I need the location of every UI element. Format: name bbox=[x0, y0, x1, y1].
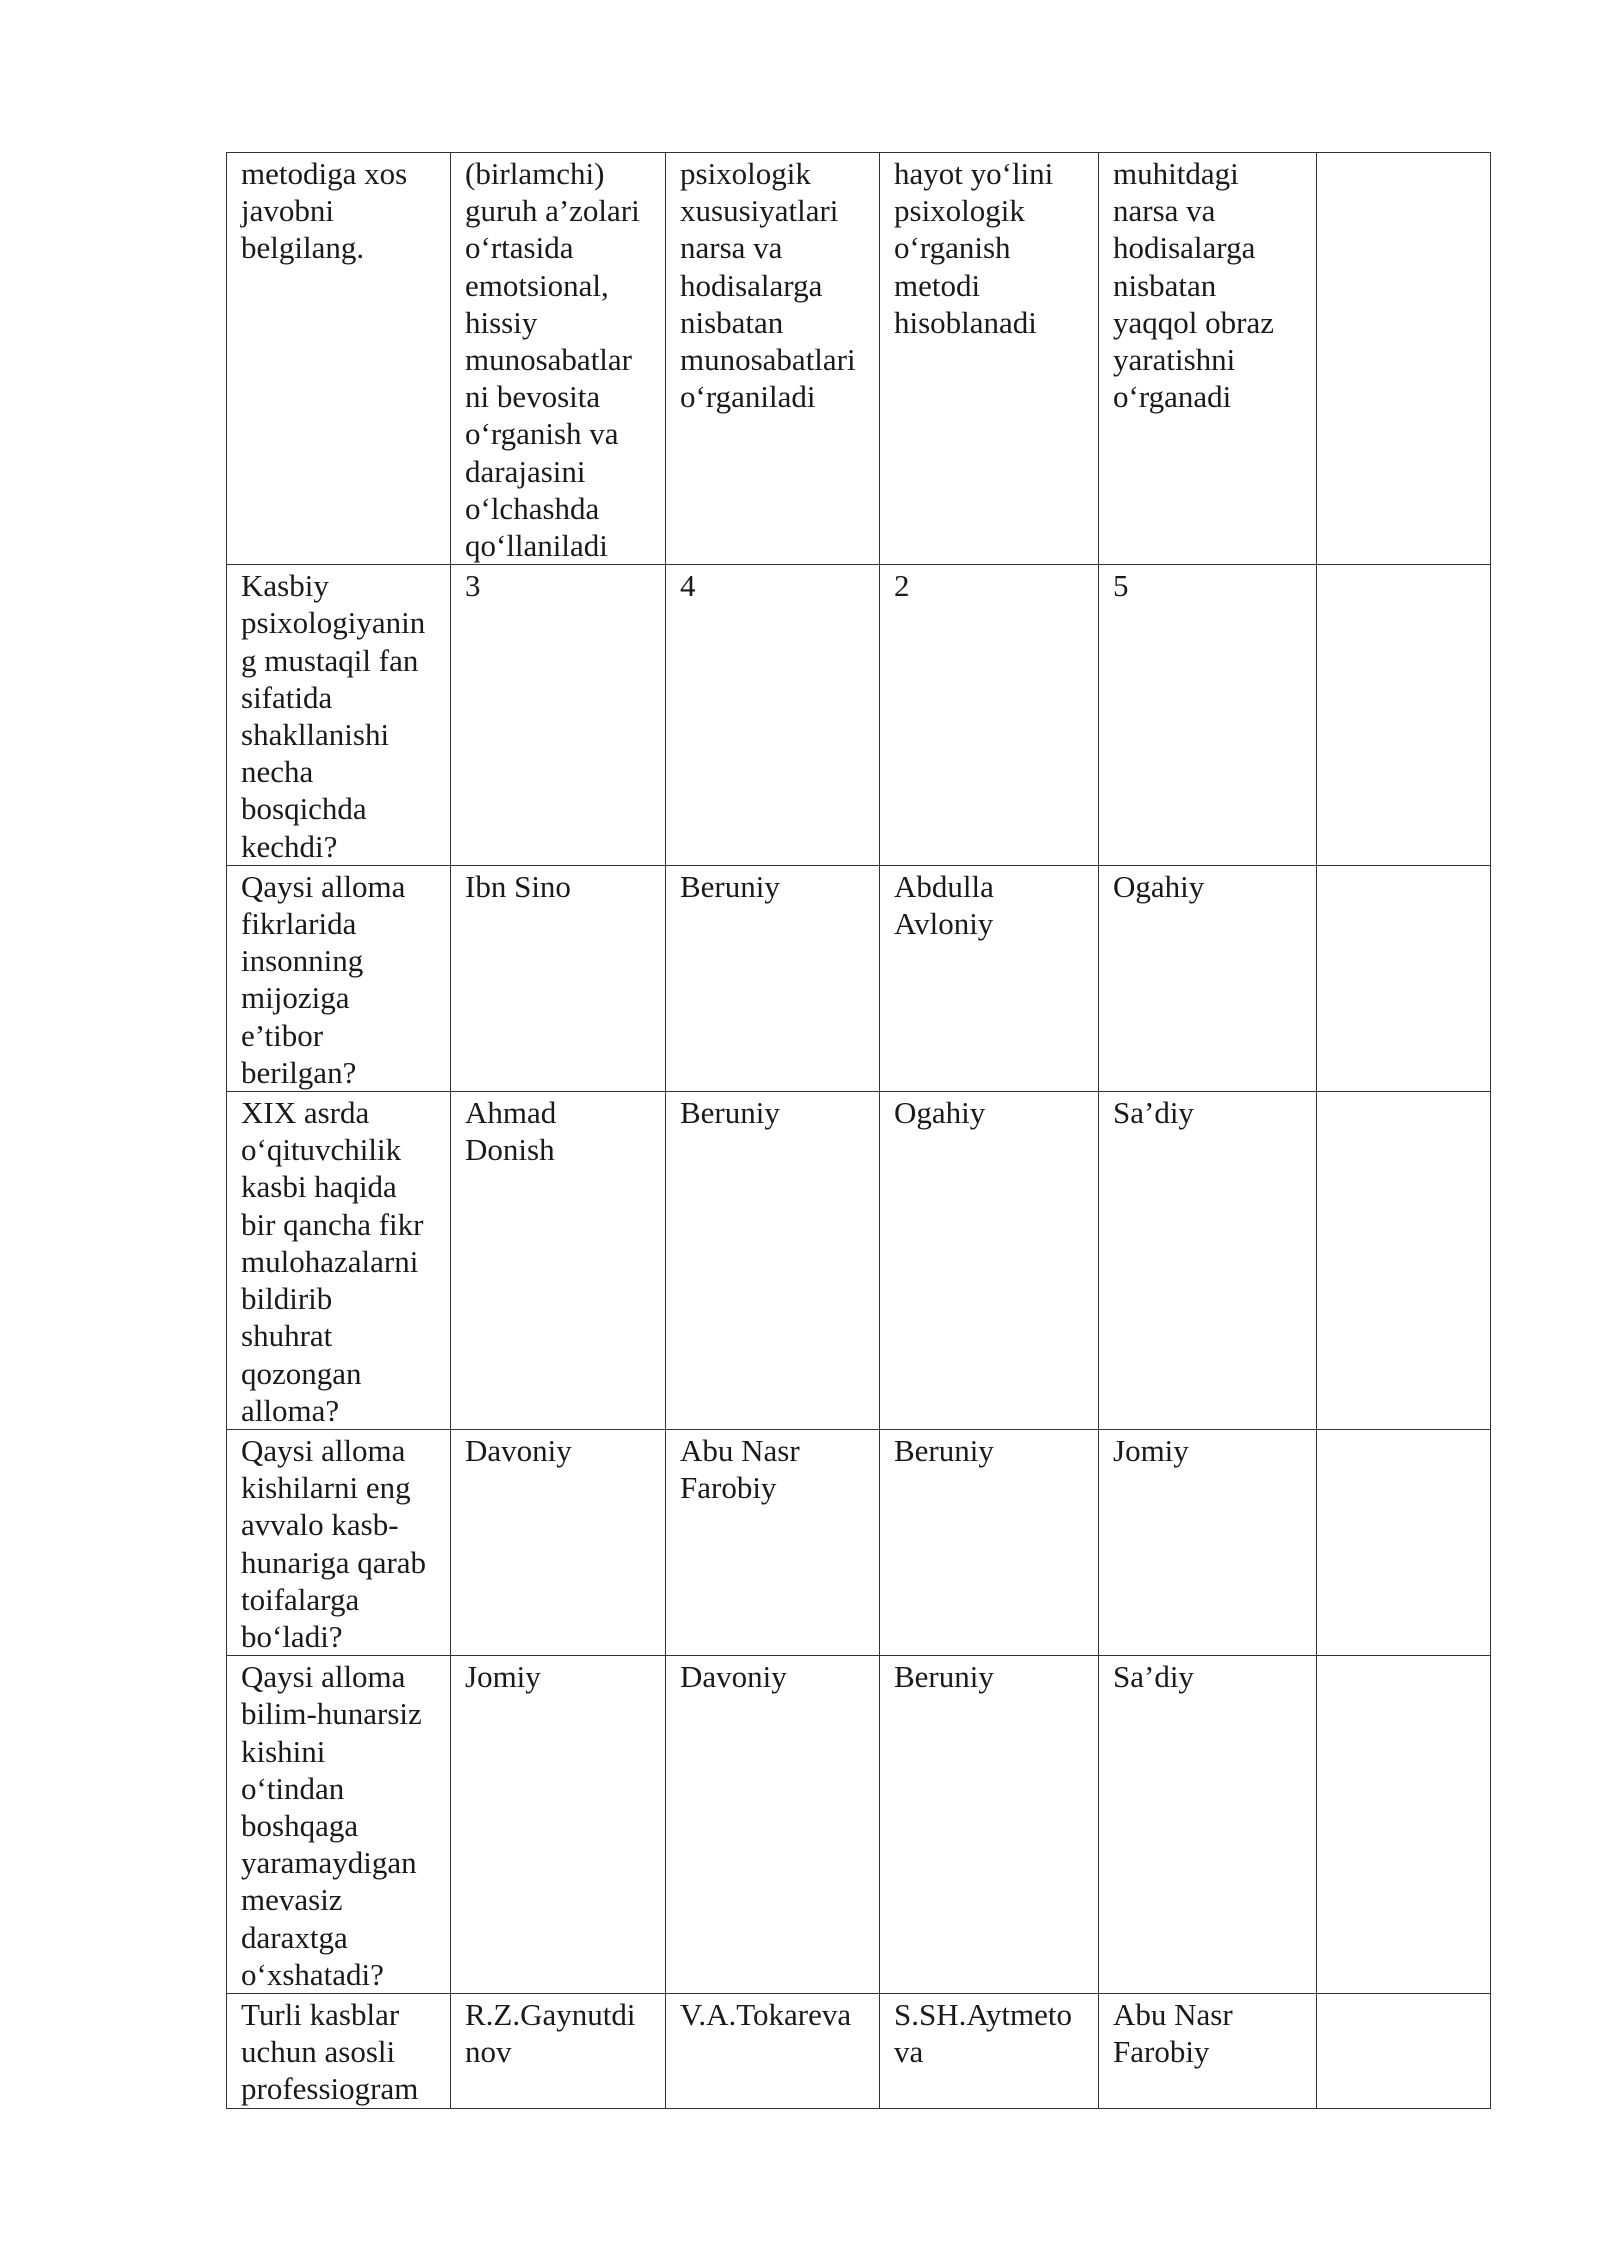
table-row bbox=[227, 565, 1491, 866]
answer-text: Beruniy bbox=[894, 1432, 994, 1468]
answer-text: S.SH.Aytmeto va bbox=[894, 1996, 1073, 2070]
answer-cell-a bbox=[451, 153, 666, 565]
answer-cell-c bbox=[880, 1429, 1099, 1655]
answer-text: 5 bbox=[1113, 568, 1129, 604]
answer-cell-d bbox=[1099, 1429, 1317, 1655]
answer-cell-b bbox=[666, 153, 880, 565]
answer-text: R.Z.Gaynutdi nov bbox=[465, 1996, 636, 2070]
answer-cell-c bbox=[880, 1092, 1099, 1430]
answer-text: Sa’diy bbox=[1113, 1095, 1194, 1131]
question-text: metodiga xos javobni belgilang. bbox=[241, 156, 408, 266]
question-text: Qaysi alloma bilim-hunarsiz kishini o‘tindan boshqaga yaramaydigan mevasiz daraxtga o‘xshatadi? bbox=[241, 1659, 422, 1992]
answer-cell-d bbox=[1099, 1092, 1317, 1430]
answer-text: Beruniy bbox=[894, 1659, 994, 1695]
answer-text: psixologik xususiyatlari narsa va hodisalarga nisbatan munosabatlari o‘rganiladi bbox=[680, 156, 856, 415]
table-row bbox=[227, 1429, 1491, 1655]
answer-cell-a bbox=[451, 865, 666, 1091]
answer-cell-a bbox=[451, 1092, 666, 1430]
answer-text: Abu Nasr Farobiy bbox=[680, 1432, 800, 1506]
answer-text: Beruniy bbox=[680, 1095, 780, 1131]
extra-cell bbox=[1317, 565, 1491, 866]
question-cell bbox=[227, 153, 451, 565]
answer-cell-b bbox=[666, 865, 880, 1091]
answer-text: Ogahiy bbox=[894, 1095, 986, 1131]
question-text: Qaysi alloma kishilarni eng avvalo kasb- hunariga qarab toifalarga bo‘ladi? bbox=[241, 1432, 427, 1654]
answer-cell-c bbox=[880, 153, 1099, 565]
answer-cell-c bbox=[880, 1993, 1099, 2108]
question-cell bbox=[227, 1429, 451, 1655]
question-cell bbox=[227, 1092, 451, 1430]
extra-cell bbox=[1317, 1993, 1491, 2108]
answer-text: Sa’diy bbox=[1113, 1659, 1194, 1695]
table-row bbox=[227, 1092, 1491, 1430]
extra-cell bbox=[1317, 1656, 1491, 1994]
question-cell bbox=[227, 865, 451, 1091]
answer-cell-c bbox=[880, 565, 1099, 866]
extra-cell bbox=[1317, 865, 1491, 1091]
answer-cell-a bbox=[451, 1429, 666, 1655]
answer-text: hayot yo‘lini psixologik o‘rganish metodi hisoblanadi bbox=[894, 156, 1054, 340]
extra-cell bbox=[1317, 1429, 1491, 1655]
answer-cell-b bbox=[666, 1092, 880, 1430]
quiz-table bbox=[226, 152, 1491, 2109]
answer-cell-d bbox=[1099, 565, 1317, 866]
answer-cell-d bbox=[1099, 1656, 1317, 1994]
answer-text: Ahmad Donish bbox=[465, 1095, 557, 1168]
answer-text: Abu Nasr Farobiy bbox=[1113, 1996, 1233, 2070]
answer-text: Abdulla Avloniy bbox=[894, 868, 994, 942]
answer-text: Jomiy bbox=[1113, 1432, 1189, 1468]
answer-cell-d bbox=[1099, 865, 1317, 1091]
answer-text: Jomiy bbox=[465, 1659, 541, 1695]
answer-text: 2 bbox=[894, 568, 910, 604]
answer-cell-c bbox=[880, 1656, 1099, 1994]
answer-text: Ibn Sino bbox=[465, 868, 571, 904]
question-text: Qaysi alloma fikrlarida insonning mijoziga e’tibor berilgan? bbox=[241, 868, 406, 1090]
answer-cell-a bbox=[451, 565, 666, 866]
table-row bbox=[227, 153, 1491, 565]
extra-cell bbox=[1317, 153, 1491, 565]
answer-text: (birlamchi) guruh a’zolari o‘rtasida emotsional, hissiy munosabatlar ni bevosita o‘rganish va darajasini o‘lchashda qo‘llaniladi bbox=[465, 156, 640, 564]
answer-cell-c bbox=[880, 865, 1099, 1091]
answer-text: Davoniy bbox=[465, 1432, 572, 1468]
answer-text: Beruniy bbox=[680, 868, 780, 904]
question-text: XIX asrda o‘qituvchilik kasbi haqida bir qancha fikr mulohazalarni bildirib shuhrat qozongan alloma? bbox=[241, 1095, 424, 1428]
table-row bbox=[227, 1656, 1491, 1994]
answer-cell-a bbox=[451, 1993, 666, 2108]
answer-text: muhitdagi narsa va hodisalarga nisbatan yaqqol obraz yaratishni o‘rganadi bbox=[1113, 156, 1274, 415]
answer-cell-d bbox=[1099, 153, 1317, 565]
answer-text: Ogahiy bbox=[1113, 868, 1205, 904]
question-text: Kasbiy psixologiyanin g mustaqil fan sifatida shakllanishi necha bosqichda kechdi? bbox=[241, 568, 426, 864]
answer-text: 3 bbox=[465, 568, 481, 604]
question-cell bbox=[227, 565, 451, 866]
question-text: Turli kasblar uchun asosli professiogram bbox=[241, 1996, 419, 2107]
answer-cell-a bbox=[451, 1656, 666, 1994]
answer-text: 4 bbox=[680, 568, 696, 604]
answer-cell-d bbox=[1099, 1993, 1317, 2108]
extra-cell bbox=[1317, 1092, 1491, 1430]
question-cell bbox=[227, 1993, 451, 2108]
question-cell bbox=[227, 1656, 451, 1994]
answer-cell-b bbox=[666, 1429, 880, 1655]
answer-cell-b bbox=[666, 565, 880, 866]
answer-cell-b bbox=[666, 1656, 880, 1994]
table-row bbox=[227, 1993, 1491, 2108]
answer-cell-b bbox=[666, 1993, 880, 2108]
answer-text: V.A.Tokareva bbox=[680, 1996, 852, 2032]
answer-text: Davoniy bbox=[680, 1659, 787, 1695]
table-row bbox=[227, 865, 1491, 1091]
